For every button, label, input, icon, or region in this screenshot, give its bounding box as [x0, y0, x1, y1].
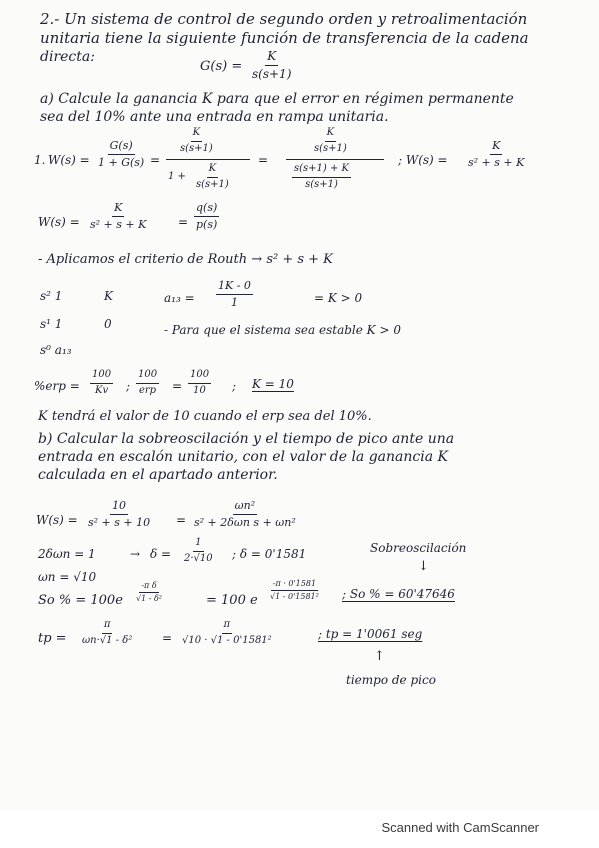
- problem-statement-line-2: unitaria tiene la siguiente función de transferencia de la cadena: [40, 29, 529, 47]
- so-exponent-den: √1 - δ²: [136, 594, 162, 604]
- erp-fraction-1-num: 100: [90, 370, 113, 384]
- tp-fraction-2-num: π: [222, 620, 233, 634]
- routh-row-1-value: K: [104, 289, 113, 303]
- stability-note: - Para que el sistema sea estable K > 0: [164, 323, 401, 337]
- a13-den: 1: [230, 295, 238, 309]
- delta-lhs: δ =: [150, 547, 172, 561]
- w-result-lhs: ; W(s) =: [398, 153, 448, 167]
- so-exponent-2-den: √1 - 0'1581²: [270, 592, 319, 602]
- delta-equation: 2δωn = 1: [38, 547, 96, 561]
- erp-fraction-3: [188, 370, 211, 396]
- erp-fraction-3-num: 100: [188, 370, 211, 384]
- tp-fraction-1: [80, 620, 134, 646]
- w-fraction-3-top-num: K: [325, 128, 336, 142]
- w2-equals: =: [178, 215, 189, 229]
- equals-1: =: [150, 153, 161, 167]
- tp-fraction-2-den: √10 · √1 - 0'1581²: [182, 634, 272, 646]
- part-b-title-line-3: calculada en el apartado anterior.: [38, 467, 278, 483]
- so-exponent-2: [268, 580, 321, 602]
- erp-fraction-3-den: 10: [193, 384, 206, 396]
- w2-den: s² + s + K: [90, 217, 147, 231]
- delta-num: 1: [193, 538, 203, 552]
- w2-fraction: [88, 202, 148, 230]
- w-fraction-3-bottom-den: s(s+1): [305, 178, 338, 190]
- wb-den: s² + s + 10: [88, 515, 151, 529]
- overshoot-annotation: Sobreoscilación: [370, 541, 467, 555]
- tp-lhs: tp =: [38, 631, 67, 646]
- w-fraction-2-den-prefix: 1 +: [168, 171, 186, 182]
- w-fraction-2-bottom-den: s(s+1): [196, 178, 229, 190]
- erp-fraction-2-den: erp: [138, 384, 157, 396]
- so-exponent-2-num: -π · 0'1581: [271, 580, 318, 591]
- tp-fraction-1-num: π: [102, 620, 113, 634]
- tp-fraction-1-den: ωn·√1 - δ²: [82, 634, 133, 646]
- part-a-title-line-2: sea del 10% ante una entrada en rampa unitaria.: [40, 109, 389, 125]
- tp-equals: =: [162, 631, 173, 645]
- w-result-fraction: [466, 140, 526, 168]
- w2-lhs: W(s) =: [38, 215, 80, 229]
- so-exponent-num: -π δ: [139, 582, 158, 593]
- w-lhs: W(s) =: [48, 153, 90, 167]
- tp-annotation: tiempo de pico: [346, 673, 436, 687]
- erp-fraction-1: [90, 370, 113, 396]
- tp-fraction-2: [180, 620, 274, 646]
- part-a-conclusion: K tendrá el valor de 10 cuando el erp sea del 10%.: [38, 409, 372, 424]
- w-fraction-2-top-num: K: [191, 128, 202, 142]
- problem-statement-line-3: directa:: [40, 49, 95, 65]
- k-result: K = 10: [252, 377, 294, 391]
- w-fraction-1-den: 1 + G(s): [98, 155, 145, 169]
- wb-standard-form: [192, 500, 298, 528]
- erp-separator-2: ;: [232, 379, 237, 393]
- gs-denominator: s(s+1): [252, 66, 292, 81]
- camscanner-footer: Scanned with CamScanner: [381, 820, 539, 835]
- wb-equals: =: [176, 513, 187, 527]
- tp-result: ; tp = 1'0061 seg: [318, 627, 423, 641]
- wn-equation: ωn = √10: [38, 570, 97, 584]
- gs-numerator: K: [265, 50, 278, 66]
- part-b-title-line-2: entrada en escalón unitario, con el valor de la ganancia K: [38, 449, 448, 465]
- w-fraction-2-top: [178, 128, 215, 154]
- erp-fraction-1-den: Kv: [94, 384, 109, 396]
- routh-row-2-label: s¹ 1: [40, 317, 63, 331]
- w-fraction-3-bottom: [292, 164, 351, 190]
- part-b-title-line-1: b) Calcular la sobreoscilación y el tiempo de pico ante una: [38, 431, 455, 447]
- w-fraction-3-top: [312, 128, 349, 154]
- delta-arrow: →: [130, 547, 141, 561]
- wb-fraction: [86, 500, 152, 528]
- problem-statement-line-1: 2.- Un sistema de control de segundo orden y retroalimentación: [40, 10, 528, 28]
- w2-p: p(s): [196, 217, 218, 231]
- equals-2: =: [258, 153, 269, 167]
- a13-num: 1K - 0: [216, 280, 253, 295]
- w-fraction-1: [96, 140, 146, 168]
- w-fraction-2-top-den: s(s+1): [180, 142, 213, 154]
- overshoot-annotation-arrow: ↓: [418, 559, 429, 574]
- erp-equals: =: [172, 379, 183, 393]
- w-fraction-1-num: G(s): [108, 140, 135, 155]
- w-fraction-2-main-bar: [166, 159, 250, 160]
- wb-num: 10: [110, 500, 128, 515]
- w-fraction-2-bottom-num: K: [207, 164, 218, 178]
- routh-row-2-value: 0: [104, 317, 112, 331]
- delta-den: 2·√10: [184, 552, 213, 564]
- delta-fraction: [182, 538, 215, 564]
- routh-row-1-label: s² 1: [40, 289, 63, 303]
- w-result-den: s² + s + K: [468, 155, 525, 169]
- gs-fraction: [250, 50, 293, 80]
- w2-q-over-p: [194, 202, 219, 230]
- tp-annotation-arrow: ↑: [374, 649, 385, 664]
- wb-lhs: W(s) =: [36, 513, 78, 527]
- w-fraction-3-top-den: s(s+1): [314, 142, 347, 154]
- wb-standard-num: ωn²: [233, 500, 257, 515]
- w-fraction-2-bottom: [194, 164, 231, 190]
- so-equals-2: = 100 e: [206, 593, 258, 608]
- w2-num: K: [112, 202, 124, 217]
- routh-intro: - Aplicamos el criterio de Routh → s² + s + K: [38, 252, 333, 267]
- so-result: ; So % = 60'47646: [342, 587, 455, 601]
- erp-fraction-2: [136, 370, 159, 396]
- a13-lhs: a₁₃ =: [164, 291, 195, 305]
- w2-q: q(s): [194, 202, 219, 217]
- w-result-num: K: [490, 140, 502, 155]
- w-fraction-3-main-bar: [286, 159, 384, 160]
- so-exponent: [134, 582, 164, 604]
- delta-value: ; δ = 0'1581: [232, 547, 307, 561]
- a13-rhs: = K > 0: [314, 291, 363, 305]
- step-marker: 1.: [34, 153, 46, 167]
- erp-fraction-2-num: 100: [136, 370, 159, 384]
- wb-standard-den: s² + 2δωn s + ωn²: [194, 515, 296, 529]
- erp-separator-1: ;: [126, 379, 131, 393]
- w-fraction-3-bottom-num: s(s+1) + K: [292, 164, 351, 178]
- gs-lhs: G(s) =: [200, 59, 243, 74]
- a13-fraction: [216, 280, 253, 308]
- routh-row-3-label: s⁰ a₁₃: [40, 343, 72, 357]
- part-a-title-line-1: a) Calcule la ganancia K para que el error en régimen permanente: [40, 91, 514, 107]
- so-lhs: So % = 100e: [38, 593, 123, 608]
- erp-lhs: %erp =: [34, 379, 80, 393]
